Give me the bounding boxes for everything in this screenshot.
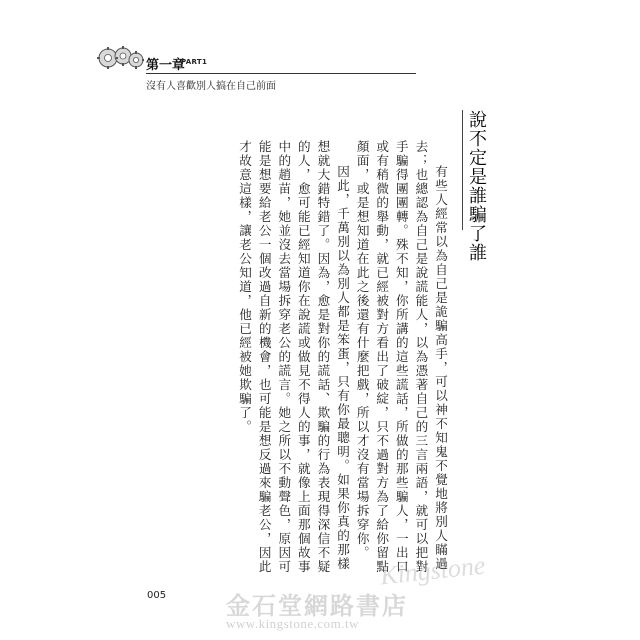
body-paragraph: 有些人經常以為自己是詭騙高手，可以神不知鬼不覺地將別人瞞過去；也總認為自己是說謊能人，以為憑著自己的三言兩語，就可以把對手騙得團團轉。殊不知，你所講的這些謊話，所做的那些騙人，一出口或有稍微的舉動，就已經被對方看出了破綻，只不過對方為了給你留點顏面，或是想知道在此之後還有什麼把戲，所以才沒有當場拆穿你。	[354, 140, 448, 574]
header-divider	[146, 73, 416, 74]
chapter-label: 第一章	[146, 58, 186, 73]
page-number: 005	[147, 590, 167, 601]
chapter-subtitle: 沒有人喜歡別人搞在自己前面	[146, 81, 276, 92]
title-divider	[462, 110, 463, 230]
watermark-store-name: 金石堂網路書店	[226, 594, 408, 620]
article-body	[234, 140, 450, 580]
article-title: 說不定是誰騙了誰	[466, 110, 487, 262]
part-label: PART1	[181, 58, 208, 66]
body-paragraph: 因此，千萬別以為別人都是笨蛋，只有你最聰明。如果你真的那樣想就大錯特錯了。因為，愈是對你的謊話、欺騙的行為表現得深信不疑的人，愈可能已經知道你在說謊或做見不得人的事，就像上面那個故事中的趙苗，她並沒去當場拆穿老公的謊言。她之所以不動聲色，原因可能是想要給老公一個改過自新的機會，也可能是想反過來騙老公，因此才故意這樣，讓老公知道，他已經被她欺騙了。	[237, 140, 351, 574]
watermark-url: www.kingstone.com.tw	[226, 616, 360, 631]
gear-logo-icon	[96, 44, 144, 72]
watermark-script: Kingstone	[378, 550, 487, 591]
